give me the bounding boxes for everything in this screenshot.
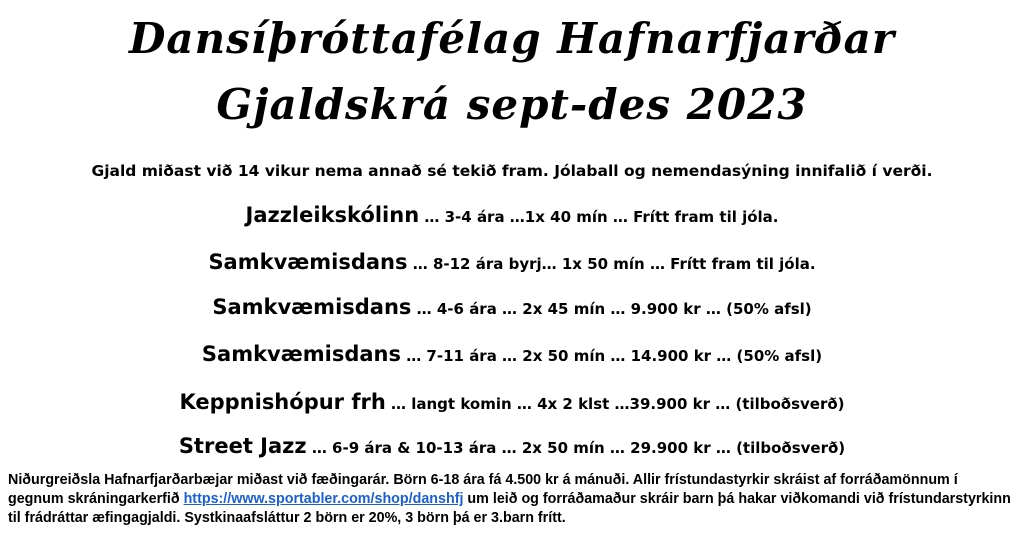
class-details: … langt komin … 4x 2 klst …39.900 kr … (tilboðsverð) [385,395,845,413]
class-name: Samkvæmisdans [208,250,408,274]
class-row-keppnishopur [0,390,1024,414]
class-row-samkvaemisdans-4-6 [0,295,1024,319]
class-name: Samkvæmisdans [201,342,401,366]
class-details: … 4-6 ára … 2x 45 mín … 9.900 kr … (50% afsl) [411,300,812,318]
class-row-jazzleikskolinn [0,203,1024,227]
class-details: … 7-11 ára … 2x 50 mín … 14.900 kr … (50% afsl) [400,347,823,365]
class-name: Keppnishópur frh [179,390,386,414]
footer-text-before: Niðurgreiðsla Hafnarfjarðarbæjar miðast við fæðingarár. Börn 6-18 ára fá 4.500 kr á mánuði. Allir frístundastyrkir skráist af forráðamönnum í gegnum skráningarkerfið [8,472,958,507]
footer-text-after: um leið og forráðamaður skráir barn þá hakar viðkomandi við frístundarstyrkinn til frádráttar æfingagjaldi. Systkinaafsláttur 2 börn er 20%, 3 börn þá er 3.barn frítt. [8,491,1011,526]
intro-note: Gjald miðast við 14 vikur nema annað sé tekið fram. Jólaball og nemendasýning innifalið í verði. [91,162,933,180]
class-details: … 6-9 ára & 10-13 ára … 2x 50 mín … 29.900 kr … (tilboðsverð) [306,439,846,457]
class-details: … 8-12 ára byrj… 1x 50 mín … Frítt fram til jóla. [407,255,816,273]
class-row-street-jazz [0,434,1024,458]
page-title: Dansíþróttafélag Hafnarfjarðar [128,14,896,63]
page-subtitle: Gjaldskrá sept-des 2023 [216,80,808,129]
registration-link[interactable]: https://www.sportabler.com/shop/danshfj [183,491,464,507]
class-name: Jazzleikskólinn [245,203,420,227]
class-name: Samkvæmisdans [212,295,412,319]
footer-note [8,471,1016,528]
class-details: … 3-4 ára …1x 40 mín … Frítt fram til jóla. [419,208,779,226]
class-row-samkvaemisdans-7-11 [0,342,1024,366]
class-name: Street Jazz [178,434,307,458]
class-row-samkvaemisdans-8-12 [0,250,1024,274]
